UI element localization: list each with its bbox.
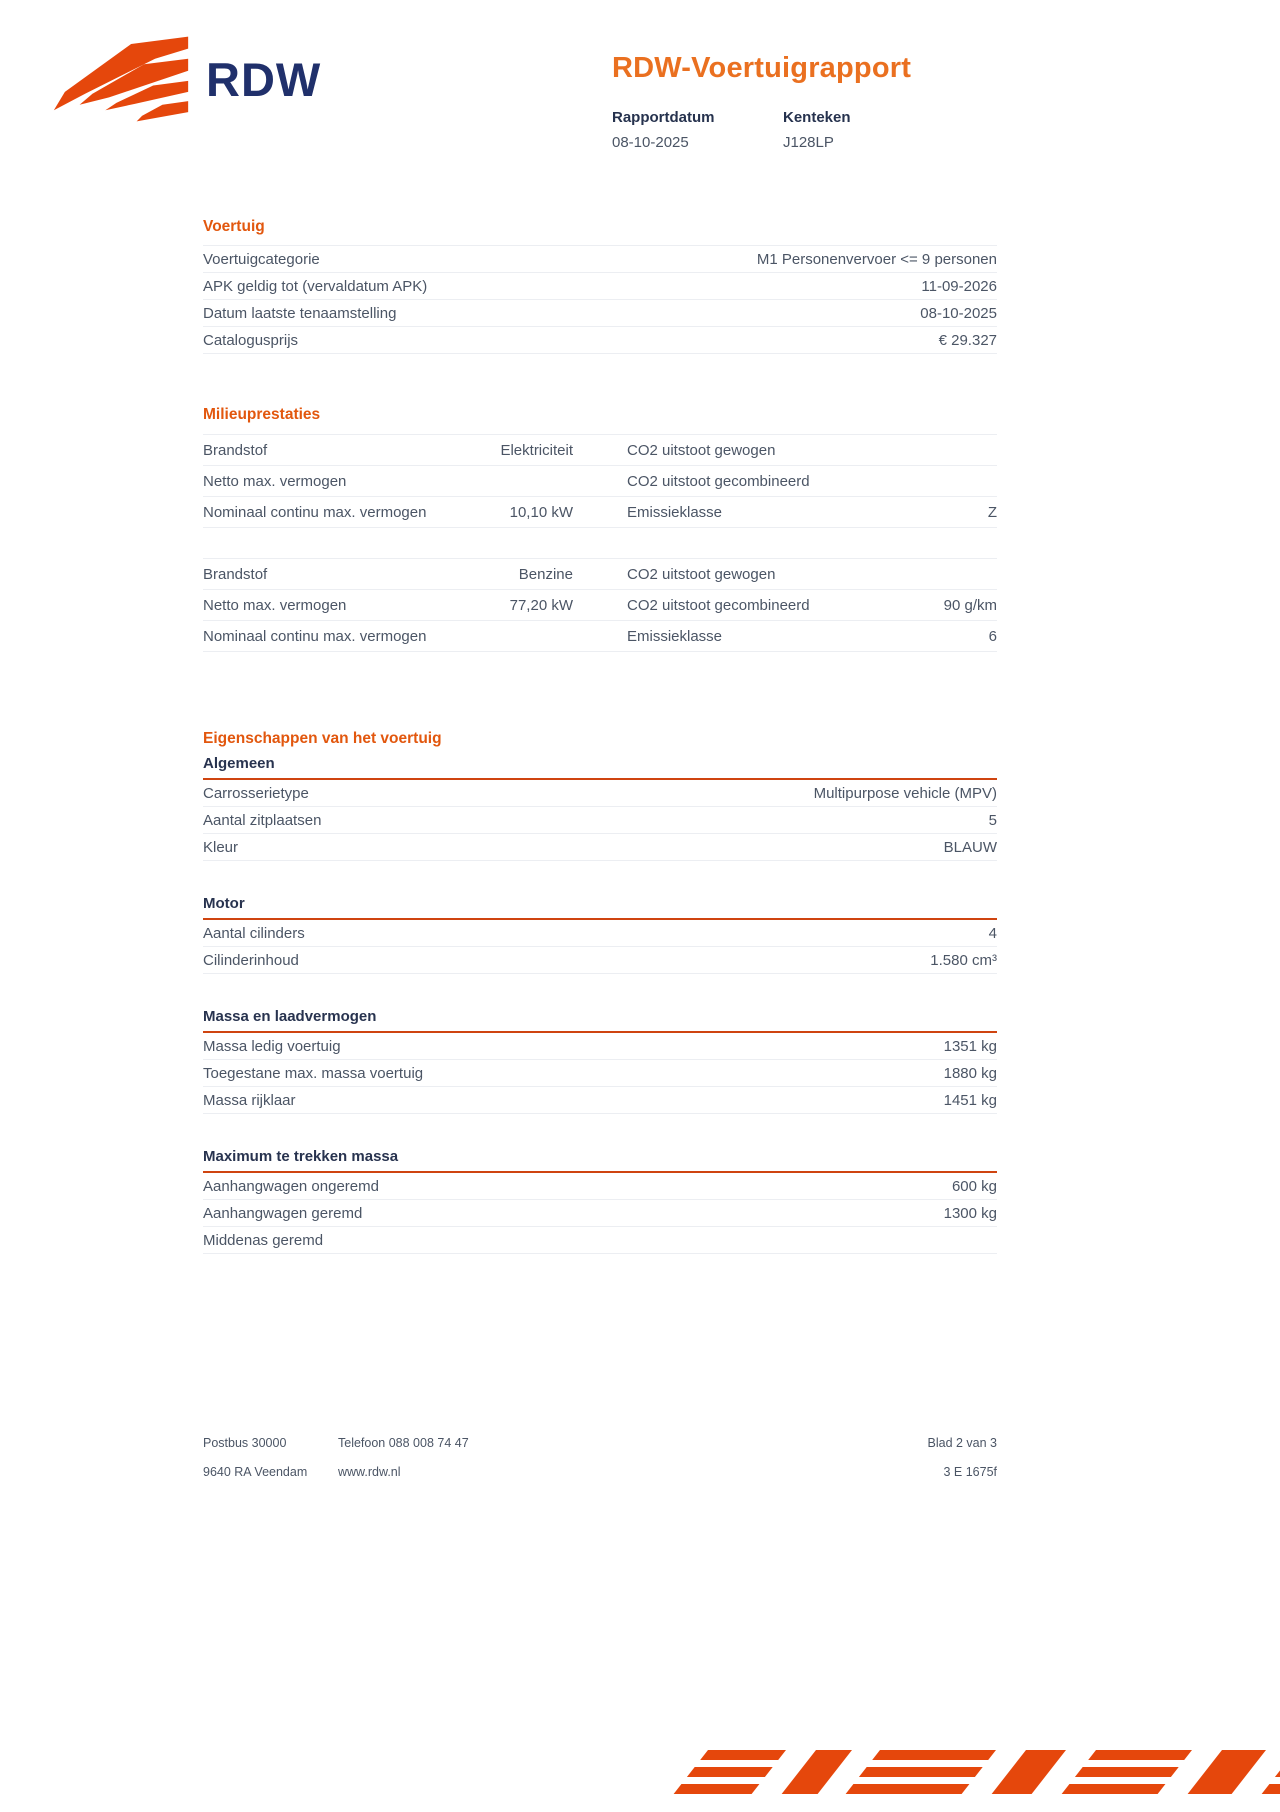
subsection-algemeen xyxy=(203,755,997,861)
row-label: CO2 uitstoot gecombineerd xyxy=(627,596,810,614)
table-row xyxy=(203,621,997,652)
footer-row xyxy=(203,1465,997,1479)
footer-postbus: Postbus 30000 xyxy=(203,1436,287,1450)
table-row xyxy=(203,435,997,466)
row-label: Datum laatste tenaamstelling xyxy=(203,304,397,322)
row-value: 11-09-2026 xyxy=(921,277,997,295)
row-value: 5 xyxy=(988,811,997,829)
row-value: 1880 kg xyxy=(943,1064,997,1082)
page-title: RDW-Voertuigrapport xyxy=(612,52,912,84)
row-label: Netto max. vermogen xyxy=(203,472,347,490)
row-value: 08-10-2025 xyxy=(920,304,997,322)
row-label: Aantal cilinders xyxy=(203,924,305,942)
motor-table xyxy=(203,920,997,974)
section-heading-voertuig: Voertuig xyxy=(203,218,265,235)
row-value: 77,20 kW xyxy=(509,596,573,614)
kenteken-label: Kenteken xyxy=(783,109,851,126)
row-value: BLAUW xyxy=(943,838,997,856)
table-row xyxy=(203,273,997,300)
table-row xyxy=(203,590,997,621)
table-row xyxy=(203,947,997,974)
row-value: Z xyxy=(987,503,997,521)
row-value: Multipurpose vehicle (MPV) xyxy=(813,784,997,802)
row-label: Aanhangwagen ongeremd xyxy=(203,1177,379,1195)
row-value: 90 g/km xyxy=(943,596,997,614)
subsection-motor xyxy=(203,895,997,974)
footer-city: 9640 RA Veendam xyxy=(203,1465,308,1479)
table-row xyxy=(203,559,997,590)
subsection-title: Motor xyxy=(203,895,997,920)
row-label: Aanhangwagen geremd xyxy=(203,1204,363,1222)
row-label: CO2 uitstoot gewogen xyxy=(627,441,776,459)
section-milieuprestaties xyxy=(203,406,997,652)
footer-page-number: Blad 2 van 3 xyxy=(927,1436,997,1450)
subsection-title: Maximum te trekken massa xyxy=(203,1148,997,1173)
row-label: Cilinderinhoud xyxy=(203,951,299,969)
row-label: Emissieklasse xyxy=(627,503,723,521)
row-value: 1351 kg xyxy=(943,1037,997,1055)
footer-website: www.rdw.nl xyxy=(338,1465,401,1479)
table-row xyxy=(203,834,997,861)
row-label: Brandstof xyxy=(203,441,268,459)
table-row xyxy=(203,780,997,807)
row-label: Carrosserietype xyxy=(203,784,309,802)
row-value: 1.580 cm³ xyxy=(930,951,997,969)
rdw-wordmark: RDW xyxy=(206,52,322,106)
rdw-wing-icon xyxy=(52,36,190,122)
trekken-massa-table xyxy=(203,1173,997,1254)
row-value: 600 kg xyxy=(951,1177,997,1195)
subsection-title: Massa en laadvermogen xyxy=(203,1008,997,1033)
rapportdatum-value: 08-10-2025 xyxy=(612,134,689,151)
table-row xyxy=(203,246,997,273)
row-value: 6 xyxy=(988,627,997,645)
row-value: Benzine xyxy=(518,565,573,583)
table-row xyxy=(203,1033,997,1060)
table-row xyxy=(203,807,997,834)
row-label: Netto max. vermogen xyxy=(203,596,347,614)
row-label: Massa rijklaar xyxy=(203,1091,296,1109)
row-label: CO2 uitstoot gecombineerd xyxy=(627,472,810,490)
row-label: Catalogusprijs xyxy=(203,331,299,349)
section-heading-eigenschappen: Eigenschappen van het voertuig xyxy=(203,730,442,747)
rapportdatum-label: Rapportdatum xyxy=(612,109,715,126)
table-row xyxy=(203,1173,997,1200)
table-row xyxy=(203,1227,997,1254)
row-label: Middenas geremd xyxy=(203,1231,324,1249)
voertuig-table xyxy=(203,245,997,354)
table-row xyxy=(203,1060,997,1087)
milieu-table-benzine xyxy=(203,558,997,652)
milieu-table-elektriciteit xyxy=(203,434,997,528)
row-value: € 29.327 xyxy=(938,331,997,349)
footer-doc-code: 3 E 1675f xyxy=(943,1465,997,1479)
subsection-title: Algemeen xyxy=(203,755,997,780)
row-label: Voertuigcategorie xyxy=(203,250,320,268)
footer-phone: Telefoon 088 008 74 47 xyxy=(338,1436,469,1450)
row-label: APK geldig tot (vervaldatum APK) xyxy=(203,277,428,295)
subsection-maximum-trekken-massa xyxy=(203,1148,997,1254)
row-label: Toegestane max. massa voertuig xyxy=(203,1064,424,1082)
table-row xyxy=(203,327,997,354)
table-row xyxy=(203,300,997,327)
table-row xyxy=(203,1087,997,1114)
table-row xyxy=(203,1200,997,1227)
table-row xyxy=(203,497,997,528)
rdw-stripes-decoration xyxy=(660,1750,1280,1806)
row-value: 1300 kg xyxy=(943,1204,997,1222)
row-label: Aantal zitplaatsen xyxy=(203,811,322,829)
table-row xyxy=(203,466,997,497)
subsection-massa-laadvermogen xyxy=(203,1008,997,1114)
row-value: 4 xyxy=(988,924,997,942)
massa-table xyxy=(203,1033,997,1114)
page-footer xyxy=(203,1436,997,1479)
section-heading-milieuprestaties: Milieuprestaties xyxy=(203,406,321,423)
section-voertuig xyxy=(203,218,997,354)
row-label: Emissieklasse xyxy=(627,627,723,645)
row-label: Massa ledig voertuig xyxy=(203,1037,341,1055)
row-label: Kleur xyxy=(203,838,239,856)
row-value: 1451 kg xyxy=(943,1091,997,1109)
kenteken-value: J128LP xyxy=(783,134,834,151)
row-value: 10,10 kW xyxy=(509,503,573,521)
report-content xyxy=(203,0,997,1254)
row-value: Elektriciteit xyxy=(500,441,573,459)
row-label: CO2 uitstoot gewogen xyxy=(627,565,776,583)
row-label: Brandstof xyxy=(203,565,268,583)
table-row xyxy=(203,920,997,947)
section-eigenschappen xyxy=(203,730,997,1254)
row-label: Nominaal continu max. vermogen xyxy=(203,627,427,645)
footer-row xyxy=(203,1436,997,1450)
row-value: M1 Personenvervoer <= 9 personen xyxy=(756,250,997,268)
row-label: Nominaal continu max. vermogen xyxy=(203,503,427,521)
algemeen-table xyxy=(203,780,997,861)
